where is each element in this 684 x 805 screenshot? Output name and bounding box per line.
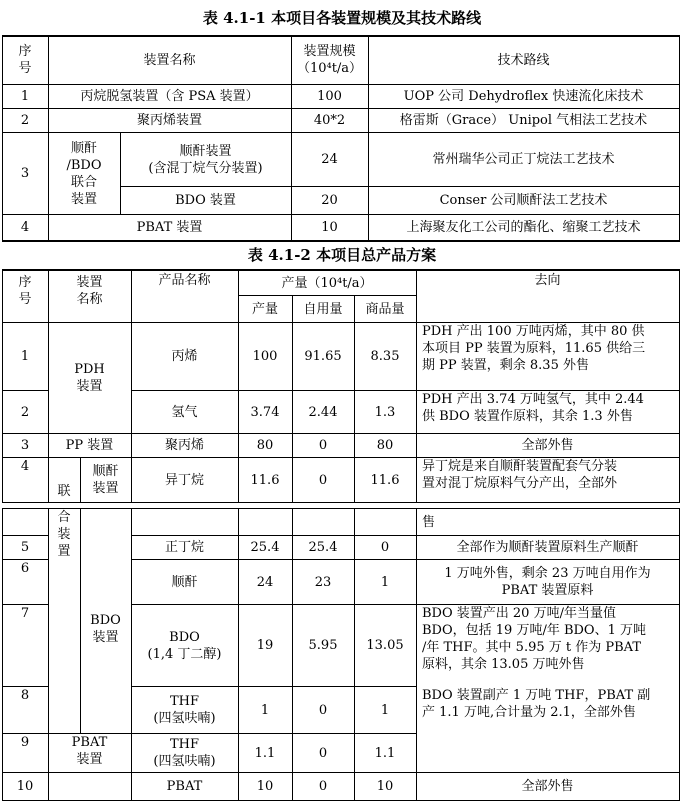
t2-row8-prod: 1 [260,702,270,718]
t2-row9-prod: 1.1 [254,745,276,761]
t2-header-sale: 商品量 [365,301,405,317]
t2-row7-no: 7 [20,606,30,621]
t1-header-name: 装置名称 [143,52,196,68]
t1-row1-name: 丙烷脱氢装置（含 PSA 装置） [80,89,259,104]
t2-unit-bdo: BDO 装置 [90,613,121,645]
t2-unit-shunfu: 顺酐 装置 [92,464,119,496]
t1-row1-no: 1 [20,89,30,104]
t2-row9-no: 9 [20,735,30,750]
t2-unit-he: 合 装 置 [57,510,71,559]
t1-row1-scale: 100 [317,89,342,104]
t2-row6-prod: 24 [256,574,274,590]
t1-row3-group: 顺酐 /BDO 联合 装置 [66,140,102,207]
table2-title: 表 4.1-2 本项目总产品方案 [247,246,437,264]
t2-header-unit: 装置 名称 [76,275,103,307]
t1-row3b-scale: 20 [321,193,338,208]
t2-row6-self: 23 [314,574,332,590]
t1-row4-name: PBAT 装置 [136,220,203,235]
t1-row1-route: UOP 公司 Dehydroflex 快速流化床技术 [403,89,644,104]
t2-row7-sale: 13.05 [366,638,404,653]
t2-row3-self: 0 [318,438,328,453]
t2-row9-sale: 1.1 [374,745,396,761]
t2-row3-prod: 80 [256,438,274,453]
t2-header-dest: 去向 [534,273,561,288]
t2-row2-sale: 1.3 [374,404,396,420]
t2-row1-self: 91.65 [304,349,342,364]
t2-row10-self: 0 [318,779,328,794]
t2-header-prod: 产量 [251,301,278,317]
t2-row8-self: 0 [318,702,328,718]
t2-row8-sale: 1 [380,702,390,718]
t1-row2-route: 格雷斯（Grace） Unipol 气相法工艺技术 [399,113,648,128]
t2-row6-product: 顺酐 [171,574,198,590]
t2-header-product: 产品名称 [158,273,211,288]
t1-row4-route: 上海聚友化工公司的酯化、缩聚工艺技术 [406,220,641,235]
t2-row5-self: 25.4 [308,540,338,555]
t1-row3a-name: 顺酐装置 (含混丁烷气分装置) [148,143,263,176]
t1-row3a-route: 常州瑞华公司正丁烷法工艺技术 [432,152,615,167]
t1-row4-scale: 10 [321,220,338,235]
t2-row10-dest: 全部外售 [521,779,574,794]
t2-row4-product: 异丁烷 [164,472,204,488]
table1-title: 表 4.1-1 本项目各装置规模及其技术路线 [202,9,482,27]
t2-row3-dest: 全部外售 [521,438,574,453]
t2-header-output: 产量（10⁴t/a） [281,275,373,291]
t1-header-no: 序 号 [18,44,32,76]
t2-row10-prod: 10 [256,779,274,794]
t2-row5-product: 正丁烷 [164,540,204,555]
t2-row9-self: 0 [318,745,328,761]
t2-row1-product: 丙烯 [171,349,198,364]
t2-row3-no: 3 [20,438,30,453]
t1-row2-name: 聚丙烯装置 [136,113,202,128]
t2-row1-sale: 8.35 [370,349,400,364]
t1-row3-no: 3 [20,166,30,181]
t2-row10-sale: 10 [376,779,394,794]
t2-row8-9-dest: BDO 装置副产 1 万吨 THF，PBAT 副 产 1.1 万吨,合计量为 2.1，全部外售 [422,688,651,720]
t2-row7-product: BDO (1,4 丁二醇) [147,629,222,662]
t2-row4-sale: 11.6 [370,472,400,488]
t2-row3-product: 聚丙烯 [164,438,204,453]
t1-row3a-scale: 24 [321,152,338,167]
t2-row2-dest: PDH 产出 3.74 万吨氢气，其中 2.44 供 BDO 装置作原料，其余 1.3 外售 [422,392,644,424]
t2-unit-pdh: PDH 装置 [74,362,105,394]
t2-row1-no: 1 [20,349,30,364]
t2-row6-sale: 1 [380,574,390,590]
t2-row4-prod: 11.6 [250,472,280,488]
t2-row7-dest: BDO 装置产出 20 万吨/年当量值 BDO，包括 19 万吨/年 BDO、1 万吨 /年 THF。其中 5.95 万 t 作为 PBAT 原料，其余 13.05 万吨外售 [422,606,646,672]
t2-row1-prod: 100 [252,349,278,364]
t2-row3-sale: 80 [376,438,394,453]
t2-header-self: 自用量 [303,301,343,317]
t2-row10-no: 10 [16,779,34,794]
t2-row2-self: 2.44 [308,404,338,420]
t2-row2-prod: 3.74 [250,404,280,420]
t2-row6-dest: 1 万吨外售，剩余 23 万吨自用作为 PBAT 装置原料 [444,566,651,598]
t2-row7-prod: 19 [256,638,274,653]
t2-row4-self: 0 [318,472,328,488]
t1-row2-scale: 40*2 [313,113,346,128]
t2-unit-pbat: PBAT 装置 [71,735,108,767]
t1-row3b-route: Conser 公司顺酐法工艺技术 [439,193,608,208]
t2-row9-product: THF (四氢呋喃) [153,737,216,769]
t2-row4-no: 4 [20,459,30,474]
t2-row4-dest: 异丁烷是来自顺酐装置配套气分装 置对混丁烷原料气分产出，全部外 [422,459,618,491]
t2-row4-dest-cont: 售 [422,514,436,530]
t2-row1-dest: PDH 产出 100 万吨丙烯，其中 80 供 本项目 PP 装置为原料，11.65 供给三 期 PP 装置，剩余 8.35 外售 [422,324,646,373]
t1-row2-no: 2 [20,113,30,128]
t2-header-no: 序 号 [18,275,32,307]
t2-row5-no: 5 [20,540,30,555]
t2-row2-no: 2 [20,404,30,420]
t2-row2-product: 氢气 [171,404,198,420]
t2-row7-self: 5.95 [308,638,338,653]
t2-unit-lian: 联 [57,483,71,499]
t1-header-scale: 装置规模 （10⁴t/a） [296,44,363,76]
t2-row5-dest: 全部作为顺酐装置原料生产顺酐 [456,540,639,555]
t2-row10-product: PBAT [166,779,203,794]
t2-row5-sale: 0 [380,540,390,555]
t2-row3-unit: PP 装置 [65,438,114,453]
t2-row8-no: 8 [20,688,30,703]
t1-row3b-name: BDO 装置 [175,193,236,208]
t2-row6-no: 6 [20,561,30,576]
t1-header-route: 技术路线 [497,52,550,68]
t2-row5-prod: 25.4 [250,540,280,555]
t1-row4-no: 4 [20,220,30,235]
t2-row8-product: THF (四氢呋喃) [153,694,216,726]
